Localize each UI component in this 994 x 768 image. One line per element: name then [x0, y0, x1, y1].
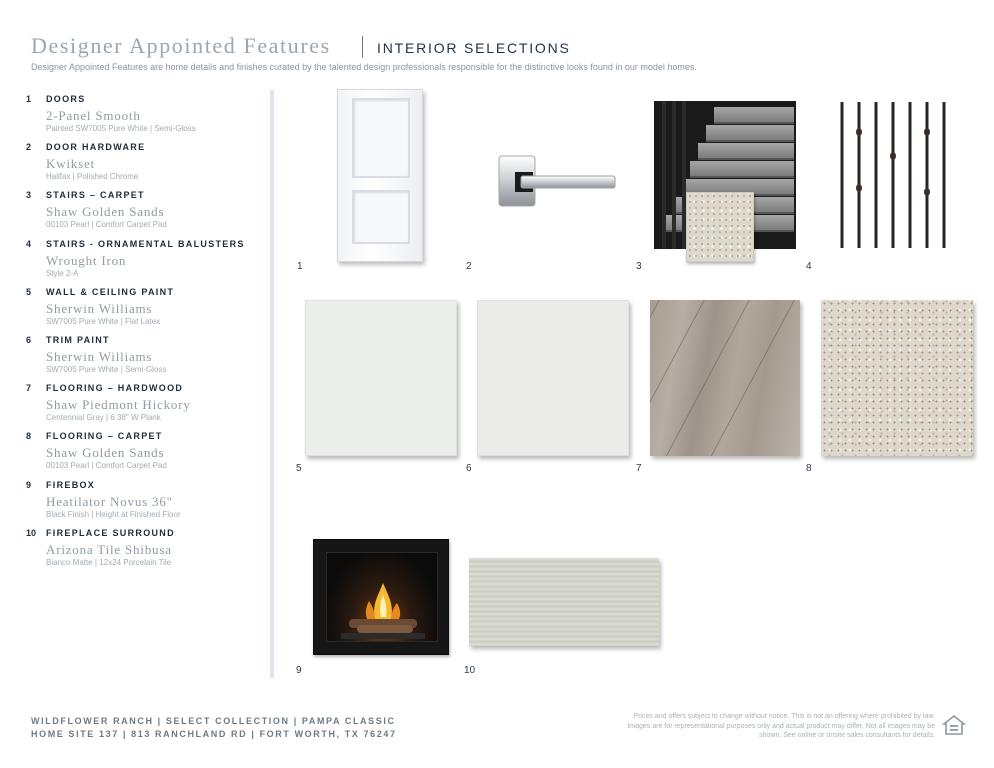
selection-detail: 00103 Pearl | Comfort Carpet Pad	[46, 461, 167, 471]
selection-item	[26, 287, 266, 335]
carpet-swatch-image	[686, 192, 754, 262]
door-image	[337, 89, 423, 262]
image-number: 10	[464, 665, 476, 676]
selection-product: Arizona Tile Shibusa	[46, 541, 172, 557]
selection-detail: Halifax | Polished Chrome	[46, 172, 139, 182]
stair-step	[714, 107, 794, 124]
selection-product: 2-Panel Smooth	[46, 108, 141, 123]
selection-product: Heatilator Novus 36"	[46, 493, 173, 509]
selection-category: DOORS	[46, 94, 86, 104]
equal-housing-opportunity-icon	[942, 713, 966, 737]
selection-product: Wrought Iron	[46, 252, 127, 268]
address-line: HOME SITE 137 | 813 RANCHLAND RD | FORT WORTH, TX 76247	[31, 729, 397, 739]
selection-detail: Black Finish | Height at Finished Floor	[46, 509, 181, 519]
selection-detail: Centennial Gray | 6 38" W Plank	[46, 413, 161, 423]
selection-number: 6	[26, 334, 32, 345]
selection-item	[26, 142, 266, 190]
selection-detail: Painted SW7005 Pure White | Semi-Gloss	[46, 124, 196, 133]
selection-item	[26, 480, 266, 528]
selection-number: 9	[26, 479, 32, 490]
selection-number: 10	[26, 527, 37, 538]
selection-category: FLOORING – CARPET	[46, 431, 163, 442]
selection-item	[26, 239, 266, 287]
selection-product: Shaw Piedmont Hickory	[46, 397, 191, 413]
selection-number: 1	[26, 94, 32, 104]
selection-category: STAIRS – CARPET	[46, 190, 145, 201]
selection-product: Kwikset	[46, 156, 95, 172]
disclaimer: Prices and offers subject to change without notice. This is not an offering where prohibited by law. Images are for representational purposes only and actual product may differ. Not all images may be shown. See online or onsite sales consultants for details.	[627, 713, 935, 740]
selection-product: Sherwin Williams	[46, 348, 153, 364]
trim-paint-swatch	[477, 300, 629, 456]
firebox-interior	[326, 552, 438, 642]
selection-product: Shaw Golden Sands	[46, 204, 165, 220]
selection-category: TRIM PAINT	[46, 334, 110, 345]
selection-category: FLOORING – HARDWOOD	[46, 383, 184, 394]
selections-list	[26, 94, 266, 576]
selection-item	[26, 94, 266, 142]
selection-detail: SW7005 Pure White | Flat Latex	[46, 316, 161, 326]
stair-step	[690, 161, 794, 178]
selection-detail: 00103 Pearl | Comfort Carpet Pad	[46, 220, 167, 230]
stair-step	[706, 125, 794, 142]
selection-number: 5	[26, 286, 32, 297]
selection-category: FIREPLACE SURROUND	[46, 527, 175, 538]
selection-category: FIREBOX	[46, 479, 96, 490]
selection-detail: SW7005 Pure White | Semi-Gloss	[46, 364, 167, 374]
page-description: Designer Appointed Features are home details and finishes curated by the talented design professionals responsible for the distinctive looks found in our model homes.	[31, 62, 697, 72]
image-number: 4	[806, 261, 812, 272]
selection-detail: Bianco Matte | 12x24 Porcelain Tile	[46, 557, 172, 567]
vertical-divider	[270, 90, 274, 678]
selection-item	[26, 335, 266, 383]
image-number: 2	[466, 261, 472, 272]
door-panel-top	[352, 98, 410, 178]
balusters-image	[834, 100, 954, 250]
selection-category: STAIRS - ORNAMENTAL BALUSTERS	[46, 238, 245, 249]
selection-number: 8	[26, 431, 32, 442]
firebox-image	[313, 539, 449, 655]
selection-item	[26, 528, 266, 576]
community-line: WILDFLOWER RANCH | SELECT COLLECTION | PAMPA CLASSIC	[31, 716, 396, 726]
selection-item	[26, 383, 266, 431]
carpet-flooring-image	[821, 300, 973, 456]
selection-product: Sherwin Williams	[46, 300, 153, 316]
selection-category: WALL & CEILING PAINT	[46, 286, 175, 297]
image-number: 8	[806, 463, 812, 474]
fire-flame-icon	[327, 553, 439, 643]
plank-seam	[650, 300, 681, 456]
plank-seam	[657, 300, 771, 456]
page-title: Designer Appointed Features	[31, 33, 331, 58]
image-number: 1	[297, 261, 303, 272]
selection-category: DOOR HARDWARE	[46, 142, 146, 153]
hardwood-flooring-image	[650, 300, 800, 456]
selection-detail: Style 2-A	[46, 268, 79, 278]
stair-spindle	[662, 101, 666, 249]
image-number: 3	[636, 261, 642, 272]
plank-seam	[650, 300, 726, 456]
selection-number: 4	[26, 238, 32, 249]
image-number: 7	[636, 463, 642, 474]
title-divider	[362, 36, 363, 58]
plank-seam	[702, 300, 800, 456]
selection-item	[26, 190, 266, 238]
selection-number: 7	[26, 383, 32, 394]
door-panel-bottom	[352, 190, 410, 244]
image-number: 9	[296, 665, 302, 676]
stair-step	[698, 143, 794, 160]
wall-paint-swatch	[305, 300, 457, 456]
stair-spindle	[672, 101, 676, 249]
porcelain-tile-image	[469, 558, 659, 646]
door-lever-image	[497, 150, 617, 210]
selection-number: 2	[26, 142, 32, 153]
page-subtitle: INTERIOR SELECTIONS	[377, 40, 571, 56]
image-number: 6	[466, 463, 472, 474]
selection-product: Shaw Golden Sands	[46, 445, 165, 461]
image-number: 5	[296, 463, 302, 474]
selection-item	[26, 431, 266, 479]
selection-number: 3	[26, 190, 32, 201]
